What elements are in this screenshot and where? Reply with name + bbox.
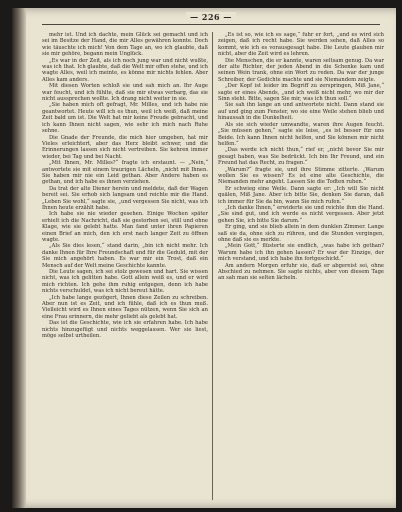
paragraph: „Sie haben mich oft gefragt, Mr. Milles, und ich habe nie geantwortet. Heute will ich es thun, weil ich weiß, daß meine Zeit bald um ist. Die Welt hat mir keine Freude gebracht, und ich kann Ihnen nicht sagen, wie sehr ich mich nach Ruhe sehne. — [42, 102, 208, 135]
paragraph: „Ich danke Ihnen,“ erwiderte sie und reichte ihm die Hand. „Sie sind gut, und ich werde es nicht vergessen. Aber jetzt gehen Sie, ich bitte Sie darum.“ — [218, 204, 384, 224]
paragraph: Die Gnade der Freunde, die mich hier umgeben, hat mir Vieles erleichtert, aber das Herz bleibt schwer, und die Erinnerungen lassen sich nicht vertreiben. Sie kehren immer wieder, bei Tag und bei Nacht. — [42, 134, 208, 160]
paragraph: Als sie sich wieder umwandte, waren ihre Augen feucht. „Sie müssen gehen,“ sagte sie leise, „es ist besser für uns Beide. Ich kann Ihnen nicht helfen, und Sie können mir nicht helfen.“ — [218, 121, 384, 147]
paragraph: Da trat der alte Diener herein und meldete, daß der Wagen bereit sei. Sie erhob sich langsam und reichte mir die Hand. „Leben Sie wohl,“ sagte sie, „und vergessen Sie nicht, was ich Ihnen heute erzählt habe. — [42, 185, 208, 211]
paragraph: „Es ist so, wie ich es sage,“ fuhr er fort, „und es wird sich zeigen, daß ich recht habe. Sie werden sehen, daß Alles so kommt, wie ich es vorausgesagt habe. Die Leute glauben mir nicht, aber die Zeit wird es lehren. — [218, 32, 384, 58]
paragraph: Am andern Morgen erfuhr sie, daß er abgereist sei, ohne Abschied zu nehmen. Sie sagte nichts, aber von diesem Tage an sah man sie selten lächeln. — [218, 262, 384, 282]
book-page — [12, 8, 396, 508]
paragraph: Er schwieg eine Weile. Dann sagte er: „Ich will Sie nicht quälen, Miß Jane. Aber ich bitte Sie, denken Sie daran, daß ich immer für Sie da bin, wann Sie mich rufen.“ — [218, 185, 384, 205]
scan-bottom-edge — [12, 508, 396, 512]
paragraph: „Der Kopf ist leider im Begriff zu zerspringen, Miß Jane,“ sagte er eines Abends, „und ich weiß nicht mehr, wo mir der Sinn steht. Bitte, sagen Sie mir, was ich thun soll.“ — [218, 83, 384, 103]
paragraph: „Mein Gott,“ flüsterte sie endlich, „was habe ich gethan? Warum habe ich ihn gehen lassen? Er war der Einzige, der mich verstand, und ich habe ihn fortgeschickt.“ — [218, 243, 384, 263]
paragraph: Er ging, und sie blieb allein in dem dunklen Zimmer. Lange saß sie da, ohne sich zu rühren, und die Stunden vergingen, ohne daß sie es merkte. — [218, 224, 384, 243]
right-column — [218, 32, 384, 500]
paragraph: „Es war in der Zeit, als ich noch jung war und nicht wußte, was ich that. Ich glaubte, daß die Welt mir offen stehe, und ich wagte Alles, weil ich meinte, es könne mir nichts fehlen. Aber Alles kam anders. — [42, 57, 208, 83]
paragraph: „Ich habe lange gezögert, Ihnen diese Zeilen zu schreiben. Aber nun ist es Zeit, und ich fühle, daß ich es thun muß. Vielleicht wird es Ihnen eines Tages nützen, wenn Sie sich an eine Frau erinnern, die mehr geliebt als gelebt hat. — [42, 294, 208, 320]
paragraph: „Das werde ich nicht thun,“ rief er, „nicht bevor Sie mir gesagt haben, was Sie bedrückt. Ich bin Ihr Freund, und ein Freund hat das Recht, zu fragen.“ — [218, 147, 384, 167]
paragraph: Ich habe sie nie wieder gesehen. Einige Wochen später erhielt ich die Nachricht, daß sie gestorben sei, still und ohne Klage, wie sie gelebt hatte. Man fand unter ihren Papieren einen Brief an mich, den ich erst nach langer Zeit zu öffnen wagte. — [42, 211, 208, 243]
page-header — [42, 12, 380, 32]
paragraph: Sie sah ihn lange an und antwortete nicht. Dann stand sie auf und ging zum Fenster, wo sie eine Weile stehen blieb und hinaussah in die Dunkelheit. — [218, 102, 384, 122]
paragraph: Die Menschen, die er kannte, waren seltsam genug. Da war der alte Richter, der jeden Abend in die Schenke kam und seinen Wein trank, ohne ein Wort zu reden. Da war der junge Schreiber, der Gedichte machte und sie Niemandem zeigte. — [218, 57, 384, 83]
paragraph: Das ist die Geschichte, wie ich sie erfahren habe. Ich habe nichts hinzugefügt und nichts weggelassen. Wer sie liest, möge selbst urtheilen. — [42, 320, 208, 340]
paragraph: Die Leute sagen, ich sei stolz gewesen und hart. Sie wissen nicht, was ich gelitten habe. Gott allein weiß es, und er wird mich richten. Ich gehe ihm ruhig entgegen, denn ich habe nichts verschuldet, was ich nicht bereut hätte. — [42, 269, 208, 295]
book-gutter — [12, 8, 26, 508]
paragraph: „Warum?“ fragte sie, und ihre Stimme zitterte. „Warum wollen Sie es wissen? Es ist eine alte Geschichte, die Niemanden mehr angeht. Lassen Sie die Todten ruhen.“ — [218, 166, 384, 186]
left-column — [42, 32, 208, 500]
paragraph: „Mit Ihnen, Mr. Milles?“ fragte ich erstaunt. — „Nein,“ antwortete sie mit einem traurigen Lächeln, „nicht mit Ihnen. Sie haben mir nie ein Leid gethan. Aber Andere haben es gethan, und ich habe es ihnen verziehen. — [42, 160, 208, 186]
header-rule — [42, 24, 380, 25]
column-divider — [212, 32, 213, 500]
paragraph: „Als Sie dies lesen,“ stand darin, „bin ich nicht mehr. Ich danke Ihnen für Ihre Freundschaft und für die Geduld, mit der Sie mich angehört haben. Es war mir ein Trost, daß ein Mensch auf der Welt meine Geschichte kannte. — [42, 243, 208, 269]
paragraph: Mit diesen Worten schloß sie und sah mich an. Ihr Auge war feucht, und ich fühlte, daß sie mir etwas verbarg, das sie nicht aussprechen wollte. Ich drang nicht weiter in sie. — [42, 83, 208, 103]
paragraph: mehr ist. Und ich dachte, mein Glück sei gemacht und ich sei im Besitze der Hand, die mir Alles gewähren konnte. Doch wie täuschte ich mich! Von dem Tage an, wo ich glaubte, daß sie mir gehöre, begann mein Unglück. — [42, 32, 208, 58]
page-number: — 226 — — [186, 12, 236, 22]
